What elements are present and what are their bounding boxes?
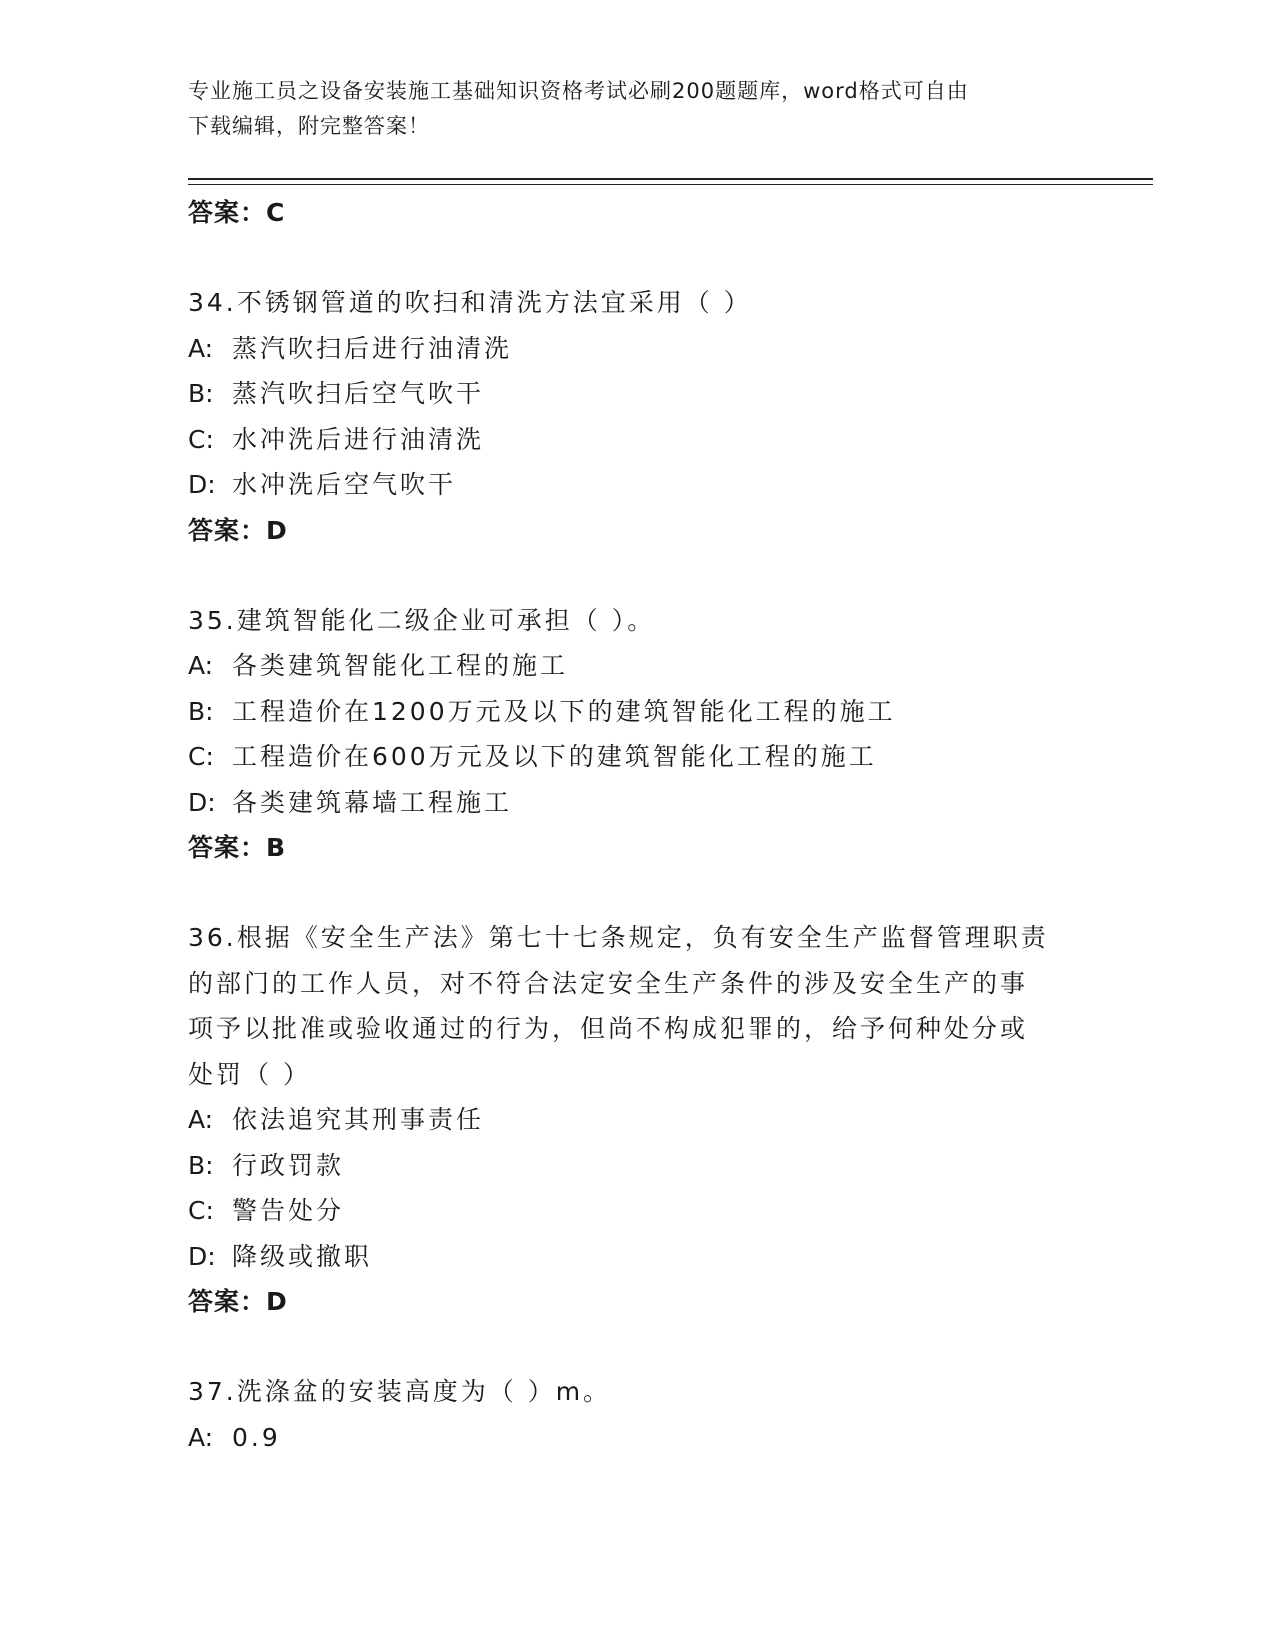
question-item — [188, 915, 1118, 1324]
question-text: 处罚（ ） — [188, 1059, 311, 1089]
answer-line: 答案：B — [188, 833, 287, 862]
option-line — [188, 1143, 1118, 1189]
question-item — [188, 280, 1118, 553]
option-line — [188, 780, 1118, 826]
answer-line: 答案：C — [188, 198, 286, 227]
question-text: 34.不锈钢管道的吹扫和清洗方法宜采用（ ） — [188, 288, 752, 317]
option-text: 依法追究其刑事责任 — [232, 1105, 485, 1134]
option-text: 警告处分 — [232, 1196, 345, 1225]
document-header — [188, 74, 1088, 144]
header-divider-thin — [188, 184, 1153, 185]
option-text: 蒸汽吹扫后进行油清洗 — [232, 333, 513, 363]
question-item — [188, 1369, 1118, 1460]
option-line — [188, 1097, 1118, 1143]
option-line — [188, 643, 1118, 689]
question-text: 37.洗涤盆的安装高度为（ ）m。 — [188, 1377, 612, 1406]
option-line — [188, 462, 1118, 508]
question-text: 的部门的工作人员，对不符合法定安全生产条件的涉及安全生产的事 — [188, 968, 1029, 998]
option-line — [188, 1234, 1118, 1280]
option-text: 水冲洗后空气吹干 — [232, 470, 457, 499]
option-text: 蒸汽吹扫后空气吹干 — [232, 379, 485, 408]
option-text: 工程造价在600万元及以下的建筑智能化工程的施工 — [232, 742, 877, 771]
header-line: 专业施工员之设备安装施工基础知识资格考试必刷200题题库，word格式可自由 — [188, 79, 969, 103]
question-text: 35.建筑智能化二级企业可承担（ ）。 — [188, 605, 656, 635]
option-letter: B: — [188, 696, 214, 726]
option-letter: B: — [188, 379, 214, 408]
question-text: 项予以批准或验收通过的行为，但尚不构成犯罪的，给予何种处分或 — [188, 1014, 1029, 1043]
option-line — [188, 417, 1118, 463]
option-line — [188, 1188, 1118, 1234]
option-text: 降级或撤职 — [232, 1241, 373, 1271]
option-text: 工程造价在1200万元及以下的建筑智能化工程的施工 — [232, 696, 896, 726]
option-letter: A: — [188, 651, 214, 680]
option-letter: C: — [188, 424, 214, 454]
answer-line: 答案：D — [188, 515, 288, 545]
header-line: 下载编辑，附完整答案！ — [188, 114, 430, 138]
option-letter: A: — [188, 333, 214, 363]
answer-line: 答案：D — [188, 1287, 288, 1316]
question-list — [188, 190, 1118, 1460]
question-text: 36.根据《安全生产法》第七十七条规定，负有安全生产监督管理职责 — [188, 923, 1049, 952]
header-divider — [188, 178, 1153, 180]
question-item — [188, 598, 1118, 871]
option-line — [188, 689, 1118, 735]
option-line — [188, 734, 1118, 780]
option-line — [188, 326, 1118, 372]
option-letter: C: — [188, 1196, 214, 1225]
option-line — [188, 1415, 1118, 1461]
option-letter: D: — [188, 470, 216, 499]
option-line — [188, 371, 1118, 417]
option-text: 0.9 — [232, 1422, 281, 1452]
option-letter: A: — [188, 1105, 214, 1134]
option-text: 各类建筑幕墙工程施工 — [232, 787, 513, 817]
option-letter: D: — [188, 787, 216, 817]
option-letter: D: — [188, 1241, 216, 1271]
option-text: 行政罚款 — [232, 1150, 345, 1180]
option-letter: A: — [188, 1422, 214, 1452]
option-letter: B: — [188, 1150, 214, 1180]
option-text: 各类建筑智能化工程的施工 — [232, 651, 569, 680]
option-text: 水冲洗后进行油清洗 — [232, 424, 485, 454]
option-letter: C: — [188, 742, 214, 771]
